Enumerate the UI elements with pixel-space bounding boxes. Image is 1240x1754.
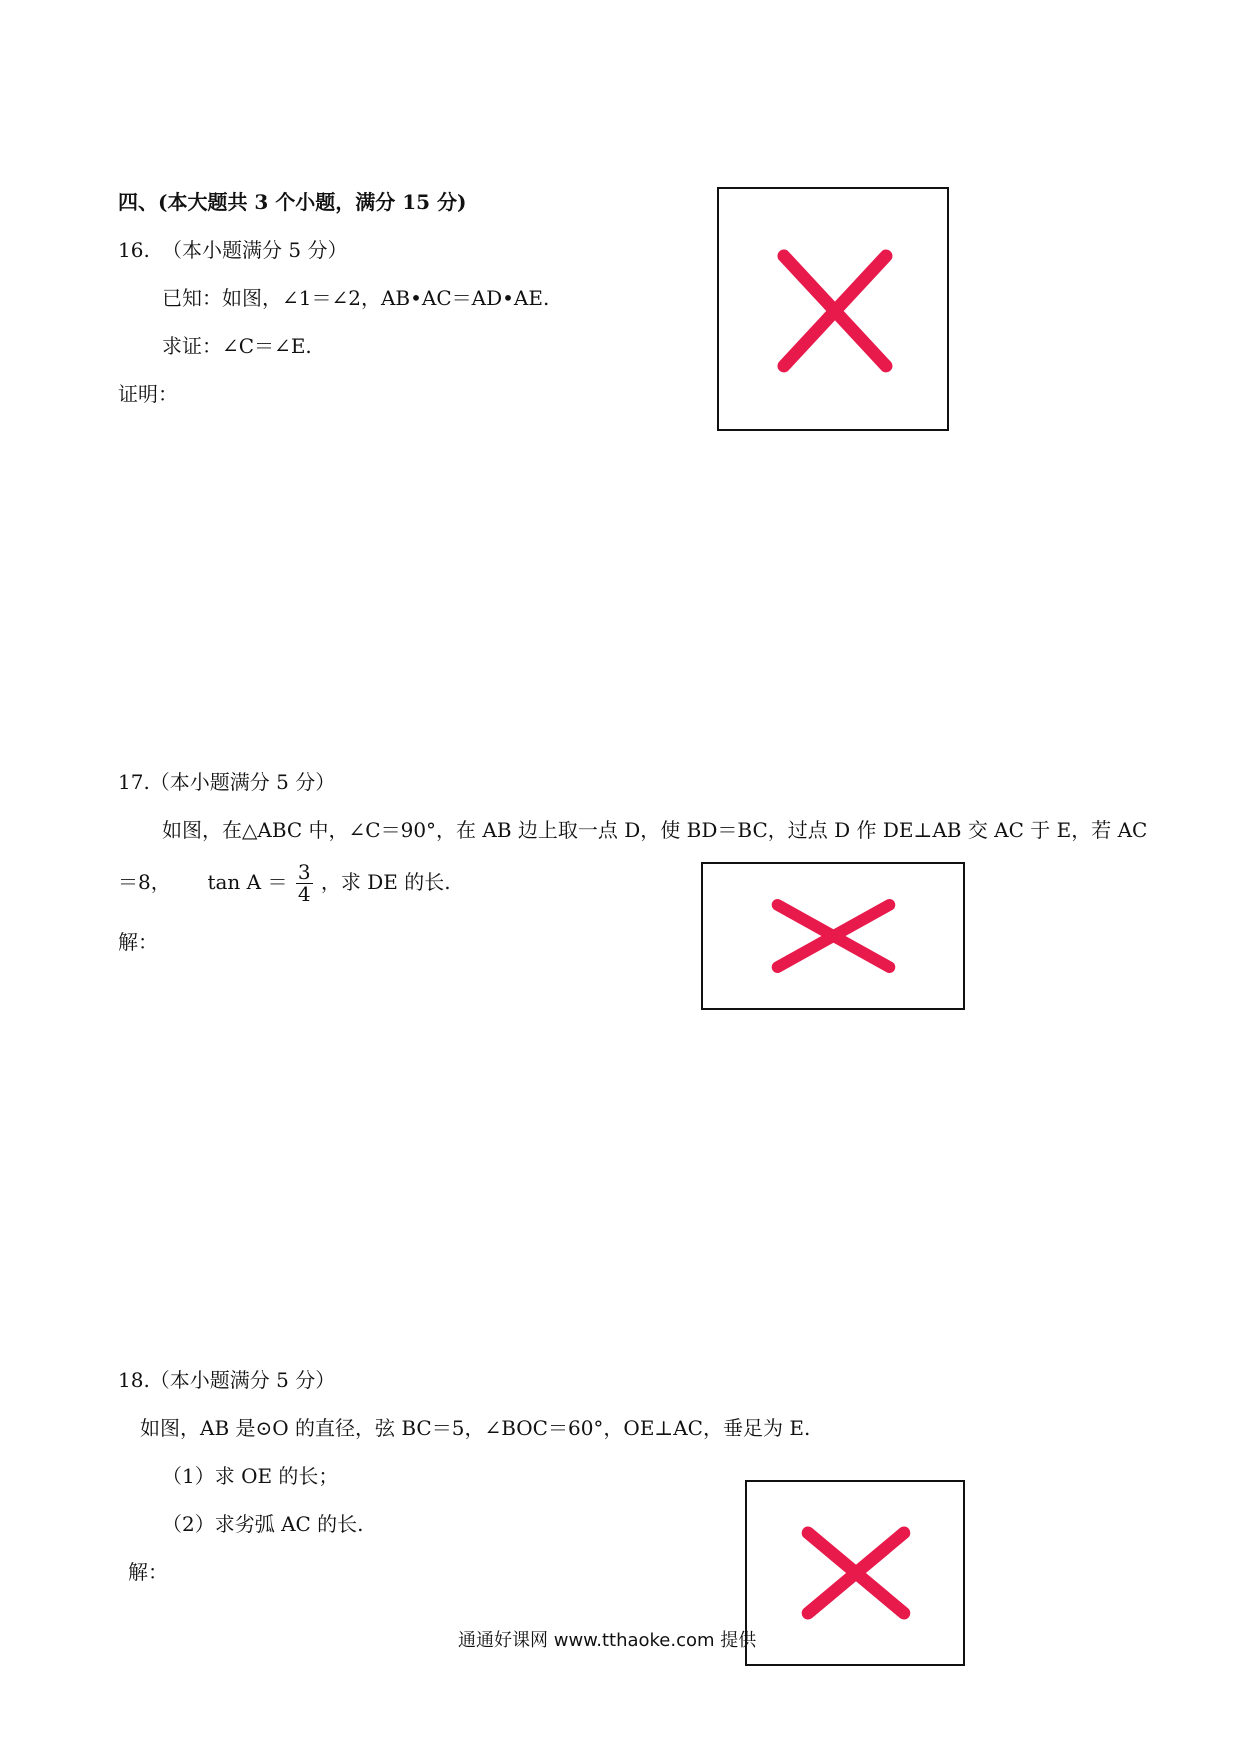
- section-heading: 四、(本大题共 3 个小题，满分 15 分): [118, 190, 467, 214]
- q17-header: 17.（本小题满分 5 分）: [118, 770, 336, 794]
- q18-header: 18.（本小题满分 5 分）: [118, 1368, 336, 1392]
- missing-image-icon: [747, 1482, 963, 1664]
- q17-line2-suffix: ，求 DE 的长.: [320, 870, 451, 894]
- missing-image-icon: [703, 864, 963, 1008]
- q16-number: 16.: [118, 238, 150, 262]
- q17-tan-expression: tan A ＝: [207, 870, 288, 894]
- figure-q17: [701, 862, 965, 1010]
- q17-line1: 如图，在△ABC 中，∠C＝90°，在 AB 边上取一点 D，使 BD＝BC，过点 D 作 DE⊥AB 交 AC 于 E，若 AC: [162, 818, 1148, 842]
- q18-part2: （2）求劣弧 AC 的长.: [162, 1512, 364, 1536]
- figure-q18: [745, 1480, 965, 1666]
- q16-proof-label: 证明：: [118, 382, 178, 406]
- missing-image-icon: [719, 189, 947, 429]
- q17-fraction-numerator: 3: [297, 860, 311, 884]
- q18-line1: 如图，AB 是⊙O 的直径，弦 BC＝5，∠BOC＝60°，OE⊥AC，垂足为 E.: [140, 1416, 811, 1440]
- page-footer: 通通好课网 www.tthaoke.com 提供: [458, 1630, 757, 1651]
- q17-line2-prefix: ＝8，: [118, 870, 171, 894]
- q18-part1: （1）求 OE 的长；: [162, 1464, 339, 1488]
- figure-q16: [717, 187, 949, 431]
- q17-line2: [118, 862, 451, 905]
- q17-solution-label: 解：: [118, 930, 158, 954]
- q17-fraction-denominator: 4: [297, 882, 311, 906]
- q17-fraction: [296, 862, 313, 905]
- q16-prove: 求证：∠C＝∠E.: [162, 334, 312, 358]
- q16-score: （本小题满分 5 分）: [162, 238, 348, 262]
- q16-given: 已知：如图，∠1＝∠2，AB•AC＝AD•AE.: [162, 286, 550, 310]
- q18-solution-label: 解：: [128, 1560, 168, 1584]
